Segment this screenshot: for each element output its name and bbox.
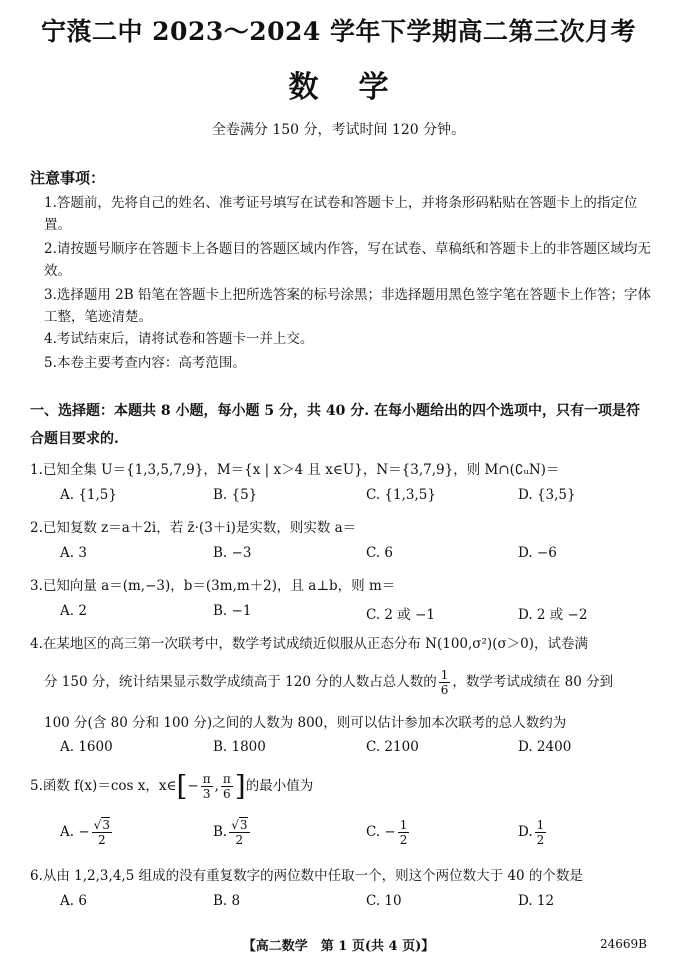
question-4-option-d: D. 2400 <box>518 739 572 755</box>
pi-over-3-fraction: $\frac{\pi}{3}$ <box>202 772 211 801</box>
exam-code: 24669B <box>600 937 647 951</box>
question-4-line-2 <box>44 668 613 697</box>
question-1-option-c: C. {1,3,5} <box>366 487 436 503</box>
question-1-option-a: A. {1,5} <box>60 487 117 503</box>
page-title: 宁蒗二中 2023～2024 学年下学期高二第三次月考 <box>40 17 637 46</box>
question-1-option-d: D. {3,5} <box>518 487 576 503</box>
question-4-option-b: B. 1800 <box>213 739 266 755</box>
question-3-option-c: C. 2 或 −1 <box>366 607 436 623</box>
pi-over-6-fraction: $\frac{\pi}{6}$ <box>222 772 231 801</box>
question-4-line-1: 4.在某地区的高三第一次联考中，数学考试成绩近似服从正态分布 N(100,σ²)(σ＞0)，试卷满 <box>30 636 589 652</box>
question-3-stem: 3.已知向量 a＝(m,−3)，b＝(3m,m＋2)，且 a⊥b，则 m＝ <box>30 578 396 594</box>
question-5-option-a: A. − $\frac{√3}{2}$ <box>60 818 110 847</box>
question-6-option-b: B. 8 <box>213 893 241 909</box>
left-bracket: [ <box>176 769 188 803</box>
section-heading: 一、选择题：本题共 8 小题，每小题 5 分，共 40 分. 在每小题给出的四个选项中，只有一项是符合题目要求的. <box>30 403 640 447</box>
question-6-stem: 6.从由 1,2,3,4,5 组成的没有重复数字的两位数中任取一个，则这个两位数大于 40 的个数是 <box>30 868 583 884</box>
one-sixth-fraction: $\frac{1}{6}$ <box>440 668 449 697</box>
question-5-option-b: B. $\frac{√3}{2}$ <box>213 818 248 847</box>
question-4-line-2a: 分 150 分，统计结果显示数学成绩高于 120 分的人数占总人数的 <box>44 674 437 690</box>
subject-title: 数学 <box>288 70 429 105</box>
question-5-option-c: C. − $\frac{1}{2}$ <box>366 818 408 847</box>
question-2-stem: 2.已知复数 z＝a＋2i，若 z̄·(3＋i)是实数，则实数 a＝ <box>30 520 357 536</box>
question-1-option-b: B. {5} <box>213 487 258 503</box>
right-bracket: ] <box>234 769 246 803</box>
notice-item: 2.请按题号顺序在答题卡上各题目的答题区域内作答，写在试卷、草稿纸和答题卡上的非答题区域均无效。 <box>44 241 651 279</box>
question-2-option-b: B. −3 <box>213 545 252 561</box>
notice-item: 1.答题前，先将自己的姓名、准考证号填写在试卷和答题卡上，并将条形码粘贴在答题卡上的指定位置。 <box>44 195 638 233</box>
notice-item: 3.选择题用 2B 铅笔在答题卡上把所选答案的标号涂黑；非选择题用黑色签字笔在答题卡上作答；字体工整，笔迹清楚。 <box>44 287 651 325</box>
question-6-option-a: A. 6 <box>60 893 87 909</box>
notice-item: 5.本卷主要考查内容：高考范围。 <box>44 355 246 371</box>
question-6-option-c: C. 10 <box>366 893 402 909</box>
question-2-option-a: A. 3 <box>60 545 87 561</box>
question-5-stem: 5.函数 f(x)＝cos x，x∈[− $\frac{\pi}{3}$ , $\frac{\pi}{6}$ ]的最小值为 <box>30 769 314 803</box>
question-4-line-2b: ，数学考试成绩在 80 分到 <box>452 674 614 690</box>
question-4-option-a: A. 1600 <box>60 739 113 755</box>
score-line: 全卷满分 150 分，考试时间 120 分钟。 <box>211 122 466 138</box>
question-4-line-3: 100 分(含 80 分和 100 分)之间的人数为 800，则可以估计参加本次联考的总人数约为 <box>44 715 567 731</box>
question-5-option-d: D. $\frac{1}{2}$ <box>518 818 545 847</box>
page-footer: 【高二数学 第 1 页(共 4 页)】 <box>242 939 435 954</box>
question-2-option-c: C. 6 <box>366 545 394 561</box>
question-2-option-d: D. −6 <box>518 545 557 561</box>
question-6-option-d: D. 12 <box>518 893 555 909</box>
question-1-stem: 1.已知全集 U＝{1,3,5,7,9}，M＝{x | x＞4 且 x∈U}，N＝{3,7,9}，则 M∩(∁ᵤN)＝ <box>30 462 560 478</box>
question-3-option-a: A. 2 <box>60 603 87 619</box>
question-3-option-b: B. −1 <box>213 603 252 619</box>
notice-item: 4.考试结束后，请将试卷和答题卡一并上交。 <box>44 331 314 347</box>
notice-title: 注意事项： <box>30 169 106 187</box>
question-4-option-c: C. 2100 <box>366 739 419 755</box>
question-3-option-d: D. 2 或 −2 <box>518 607 588 623</box>
